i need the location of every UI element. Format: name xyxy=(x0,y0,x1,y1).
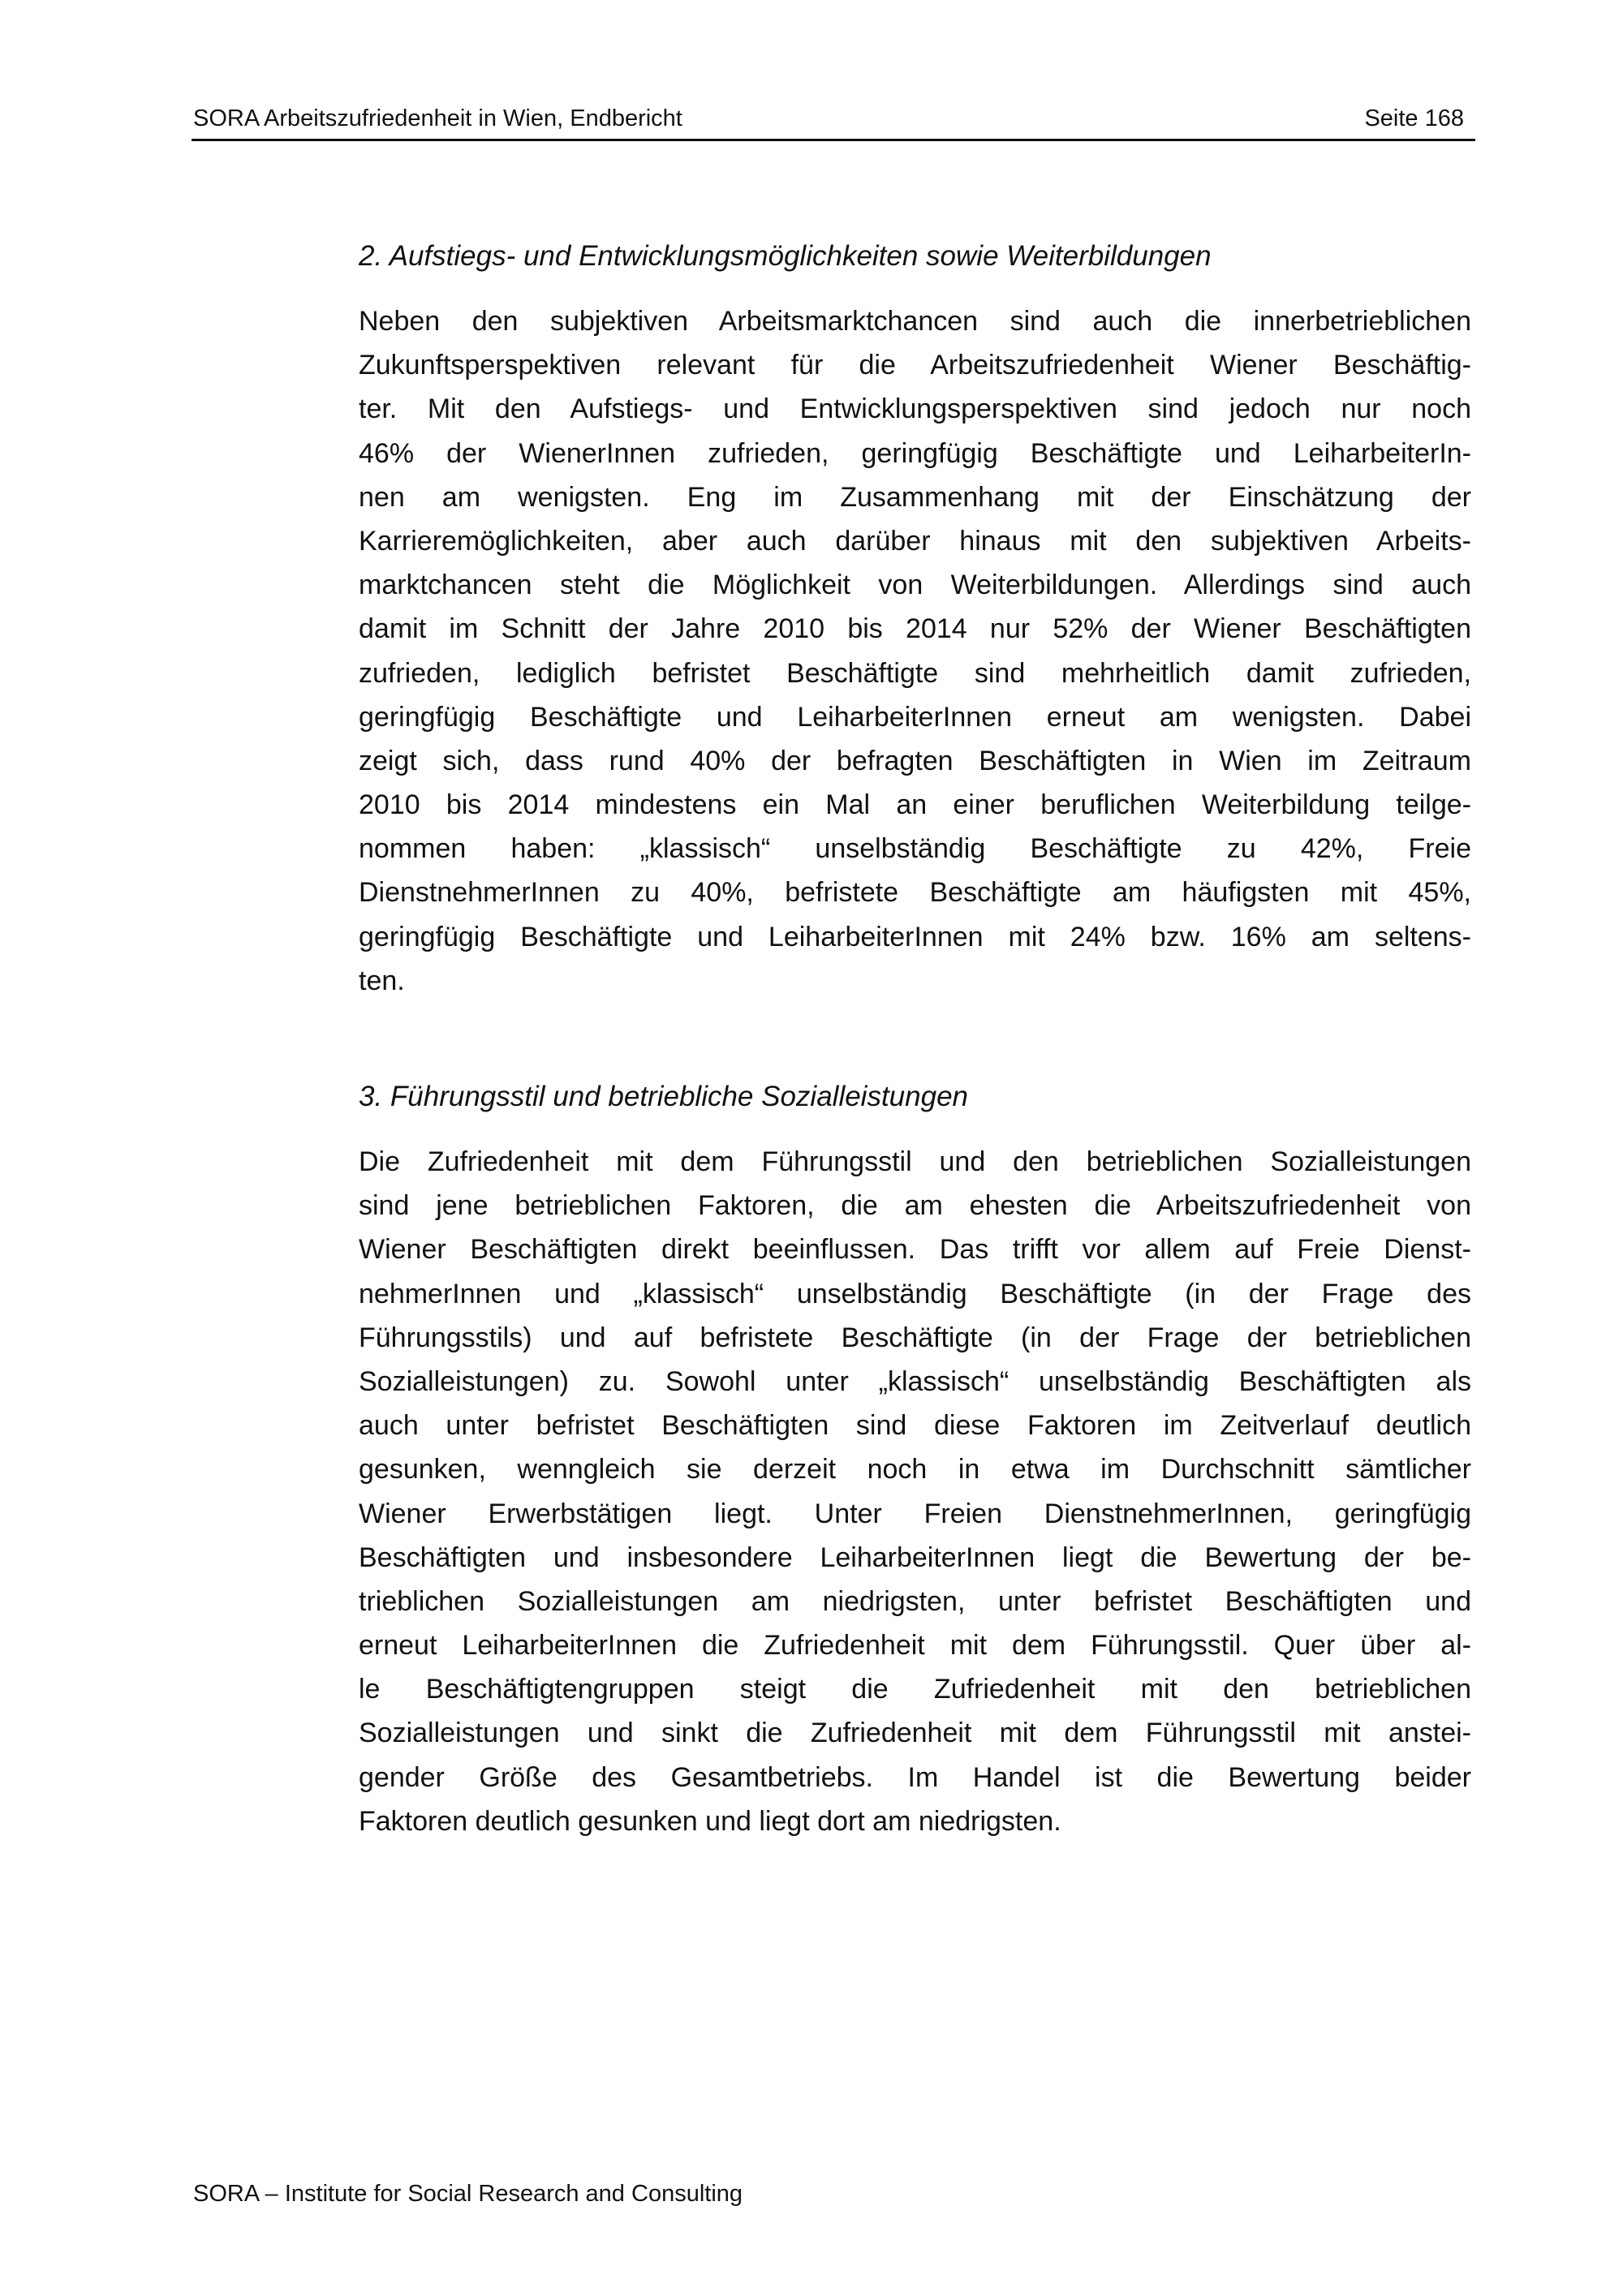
text-line: Sozialleistungen) zu. Sowohl unter „klassisch“ unselbständig Beschäftigten als xyxy=(359,1365,1471,1397)
text-line: le Beschäftigtengruppen steigt die Zufriedenheit mit den betrieblichen xyxy=(359,1674,1471,1705)
text-line: nehmerInnen und „klassisch“ unselbständig Beschäftigte (in der Frage des xyxy=(359,1278,1471,1309)
paragraph-section-3 xyxy=(359,1140,1471,1843)
text-line: geringfügig Beschäftigte und LeiharbeiterInnen mit 24% bzw. 16% am seltens- xyxy=(359,921,1471,952)
text-line: Die Zufriedenheit mit dem Führungsstil und den betrieblichen Sozialleistungen xyxy=(359,1146,1471,1177)
footer-text: SORA – Institute for Social Research and Consulting xyxy=(193,2181,743,2207)
text-line: erneut LeiharbeiterInnen die Zufriedenheit mit dem Führungsstil. Quer über al- xyxy=(359,1630,1471,1662)
text-line: nen am wenigsten. Eng im Zusammenhang mit der Einschätzung der xyxy=(359,481,1471,513)
text-line: Faktoren deutlich gesunken und liegt dort am niedrigsten. xyxy=(359,1805,1061,1837)
text-line: Karrieremöglichkeiten, aber auch darüber hinaus mit den subjektiven Arbeits- xyxy=(359,525,1471,557)
text-line: damit im Schnitt der Jahre 2010 bis 2014 nur 52% der Wiener Beschäftigten xyxy=(359,613,1471,645)
text-line: Zukunftsperspektiven relevant für die Arbeitszufriedenheit Wiener Beschäftig- xyxy=(359,350,1471,381)
text-line: gender Größe des Gesamtbetriebs. Im Handel ist die Bewertung beider xyxy=(359,1761,1471,1793)
text-line: geringfügig Beschäftigte und LeiharbeiterInnen erneut am wenigsten. Dabei xyxy=(359,701,1471,733)
text-line: 46% der WienerInnen zufrieden, geringfügig Beschäftigte und LeiharbeiterIn- xyxy=(359,437,1471,469)
page-number: Seite 168 xyxy=(1364,105,1464,131)
header-title: SORA Arbeitszufriedenheit in Wien, Endbericht xyxy=(193,105,682,131)
text-line: trieblichen Sozialleistungen am niedrigsten, unter befristet Beschäftigten und xyxy=(359,1585,1471,1617)
paragraph-section-2 xyxy=(359,299,1471,1003)
text-line: auch unter befristet Beschäftigten sind diese Faktoren im Zeitverlauf deutlich xyxy=(359,1410,1471,1442)
header-rule xyxy=(192,139,1475,141)
text-line: Sozialleistungen und sinkt die Zufriedenheit mit dem Führungsstil mit anstei- xyxy=(359,1718,1471,1749)
text-line: Beschäftigten und insbesondere LeiharbeiterInnen liegt die Bewertung der be- xyxy=(359,1541,1471,1573)
text-line: 2010 bis 2014 mindestens ein Mal an einer beruflichen Weiterbildung teilge- xyxy=(359,789,1471,821)
text-line: zufrieden, lediglich befristet Beschäftigte sind mehrheitlich damit zufrieden, xyxy=(359,657,1471,689)
text-line: ten. xyxy=(359,965,405,996)
text-line: ter. Mit den Aufstiegs- und Entwicklungsperspektiven sind jedoch nur noch xyxy=(359,393,1471,425)
text-line: marktchancen steht die Möglichkeit von Weiterbildungen. Allerdings sind auch xyxy=(359,570,1471,601)
text-line: gesunken, wenngleich sie derzeit noch in etwa im Durchschnitt sämtlicher xyxy=(359,1454,1471,1486)
section-heading-2: 2. Aufstiegs- und Entwicklungsmöglichkeiten sowie Weiterbildungen xyxy=(359,240,1212,272)
section-heading-3: 3. Führungsstil und betriebliche Sozialleistungen xyxy=(359,1081,969,1112)
text-line: DienstnehmerInnen zu 40%, befristete Beschäftigte am häufigsten mit 45%, xyxy=(359,877,1471,909)
text-line: Wiener Erwerbstätigen liegt. Unter Freien DienstnehmerInnen, geringfügig xyxy=(359,1498,1471,1529)
text-line: nommen haben: „klassisch“ unselbständig Beschäftigte zu 42%, Freie xyxy=(359,833,1471,865)
text-line: Führungsstils) und auf befristete Beschäftigte (in der Frage der betrieblichen xyxy=(359,1322,1471,1353)
text-line: Neben den subjektiven Arbeitsmarktchancen sind auch die innerbetrieblichen xyxy=(359,306,1471,337)
text-line: zeigt sich, dass rund 40% der befragten Beschäftigten in Wien im Zeitraum xyxy=(359,745,1471,776)
text-line: Wiener Beschäftigten direkt beeinflussen. Das trifft vor allem auf Freie Dienst- xyxy=(359,1234,1471,1266)
text-line: sind jene betrieblichen Faktoren, die am ehesten die Arbeitszufriedenheit von xyxy=(359,1190,1471,1222)
